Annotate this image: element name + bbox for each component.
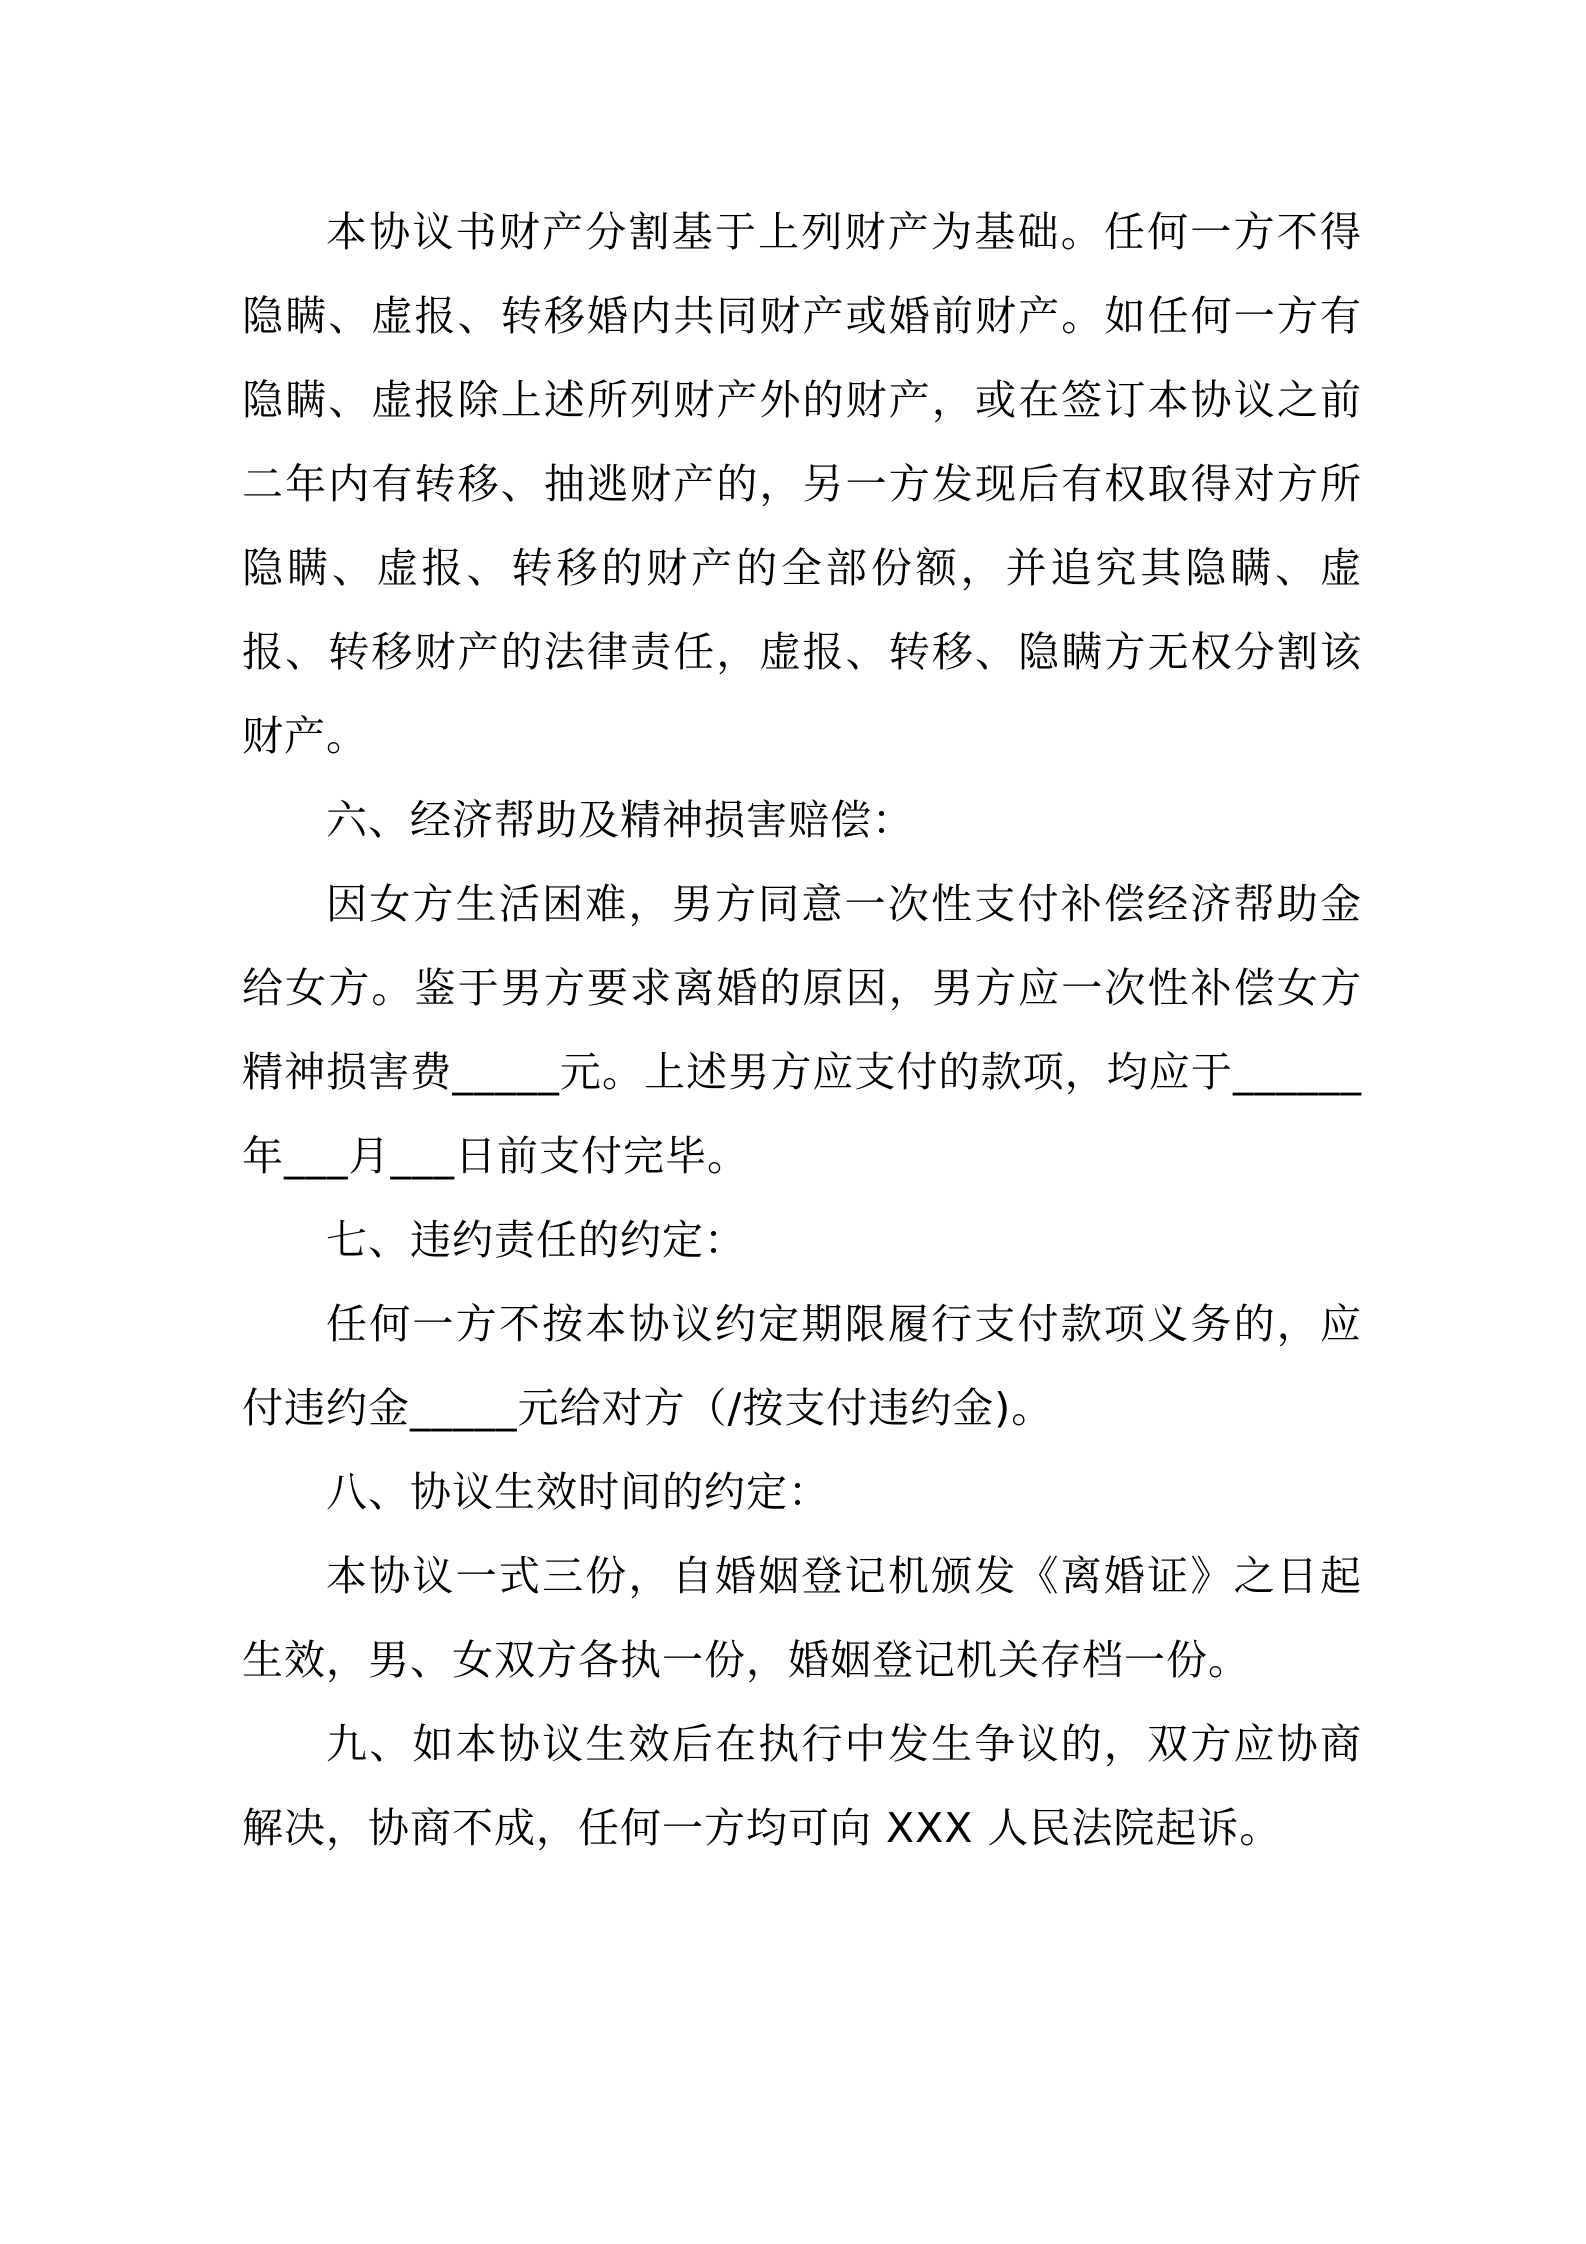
document-body [242,190,1362,1870]
paragraph-property-disclosure: 本协议书财产分割基于上列财产为基础。任何一方不得隐瞒、虚报、转移婚内共同财产或婚前财产。如任何一方有隐瞒、虚报除上述所列财产外的财产，或在签订本协议之前二年内有转移、抽逃财产的，另一方发现后有权取得对方所隐瞒、虚报、转移的财产的全部份额，并追究其隐瞒、虚报、转移财产的法律责任，虚报、转移、隐瞒方无权分割该财产。 [242,208,1362,760]
paragraph-dispute-resolution: 九、如本协议生效后在执行中发生争议的，双方应协商解决，协商不成，任何一方均可向 XXX 人民法院起诉。 [242,1720,1362,1852]
paragraph-economic-assistance: 因女方生活困难，男方同意一次性支付补偿经济帮助金给女方。鉴于男方要求离婚的原因，男方应一次性补偿女方精神损害费_____元。上述男方应支付的款项，均应于______年___月___日前支付完毕。 [242,880,1362,1180]
paragraph-breach-liability: 任何一方不按本协议约定期限履行支付款项义务的，应付违约金_____元给对方（/按支付违约金)。 [242,1300,1362,1432]
heading-breach-liability: 七、违约责任的约定： [326,1216,746,1264]
heading-effective-date: 八、协议生效时间的约定： [326,1468,830,1516]
paragraph-effective-date: 本协议一式三份，自婚姻登记机颁发《离婚证》之日起生效，男、女双方各执一份，婚姻登记机关存档一份。 [242,1552,1362,1684]
heading-economic-assistance: 六、经济帮助及精神损害赔偿： [326,796,914,844]
